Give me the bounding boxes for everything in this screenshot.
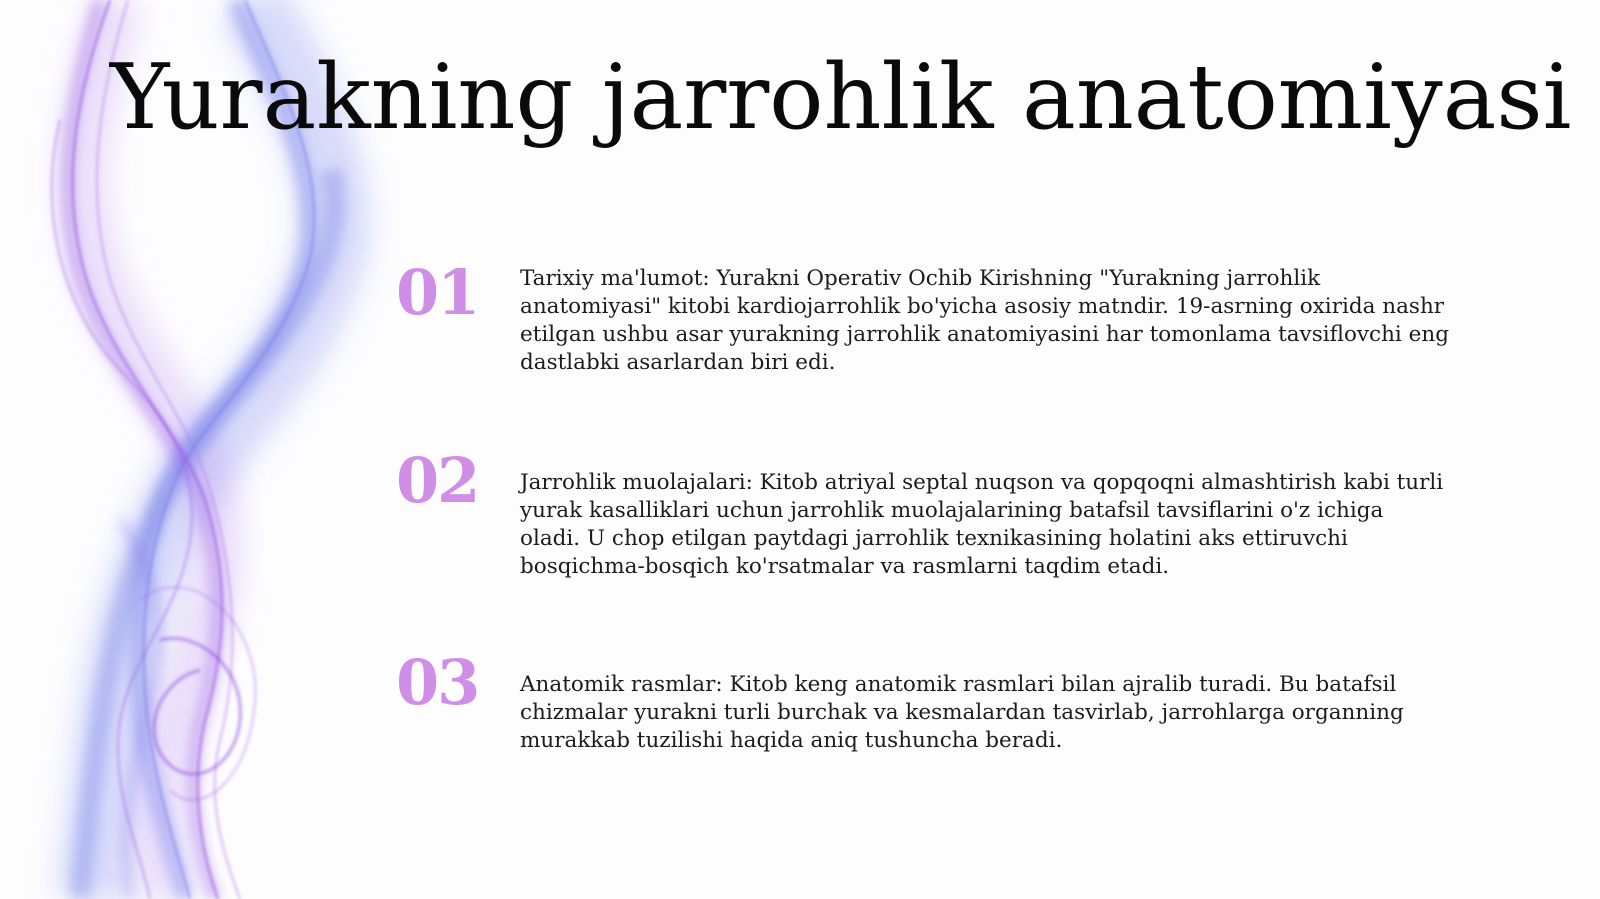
item-number: 03: [396, 646, 479, 719]
item-text: Anatomik rasmlar: Kitob keng anatomik rasmlari bilan ajralib turadi. Bu batafsil chizmalar yurakni turli burchak va kesmalardan tasvirlab, jarrohlarga organning murakkab tuzilishi haqida aniq tushuncha beradi.: [520, 672, 1404, 753]
item-text: Tarixiy ma'lumot: Yurakni Operativ Ochib Kirishning "Yurakning jarrohlik anatomiyasi" kitobi kardiojarrohlik bo'yicha asosiy matndir. 19-asrning oxirida nashr etilgan ushbu asar yurakning jarrohlik anatomiyasini har tomonlama tavsiflovchi eng dastlabki asarlardan biri edi.: [520, 266, 1449, 375]
item-number: 02: [396, 444, 479, 517]
item-text: Jarrohlik muolajalari: Kitob atriyal septal nuqson va qopqoqni almashtirish kabi turli yurak kasalliklari uchun jarrohlik muolajalarining batafsil tavsiflarini o'z ichiga oladi. U chop etilgan paytdagi jarrohlik texnikasining holatini aks ettiruvchi bosqichma-bosqich ko'rsatmalar va rasmlarni taqdim etadi.: [520, 470, 1444, 579]
item-number: 01: [396, 256, 479, 329]
page-title: Yurakning jarrohlik anatomiyasi: [110, 45, 1572, 150]
